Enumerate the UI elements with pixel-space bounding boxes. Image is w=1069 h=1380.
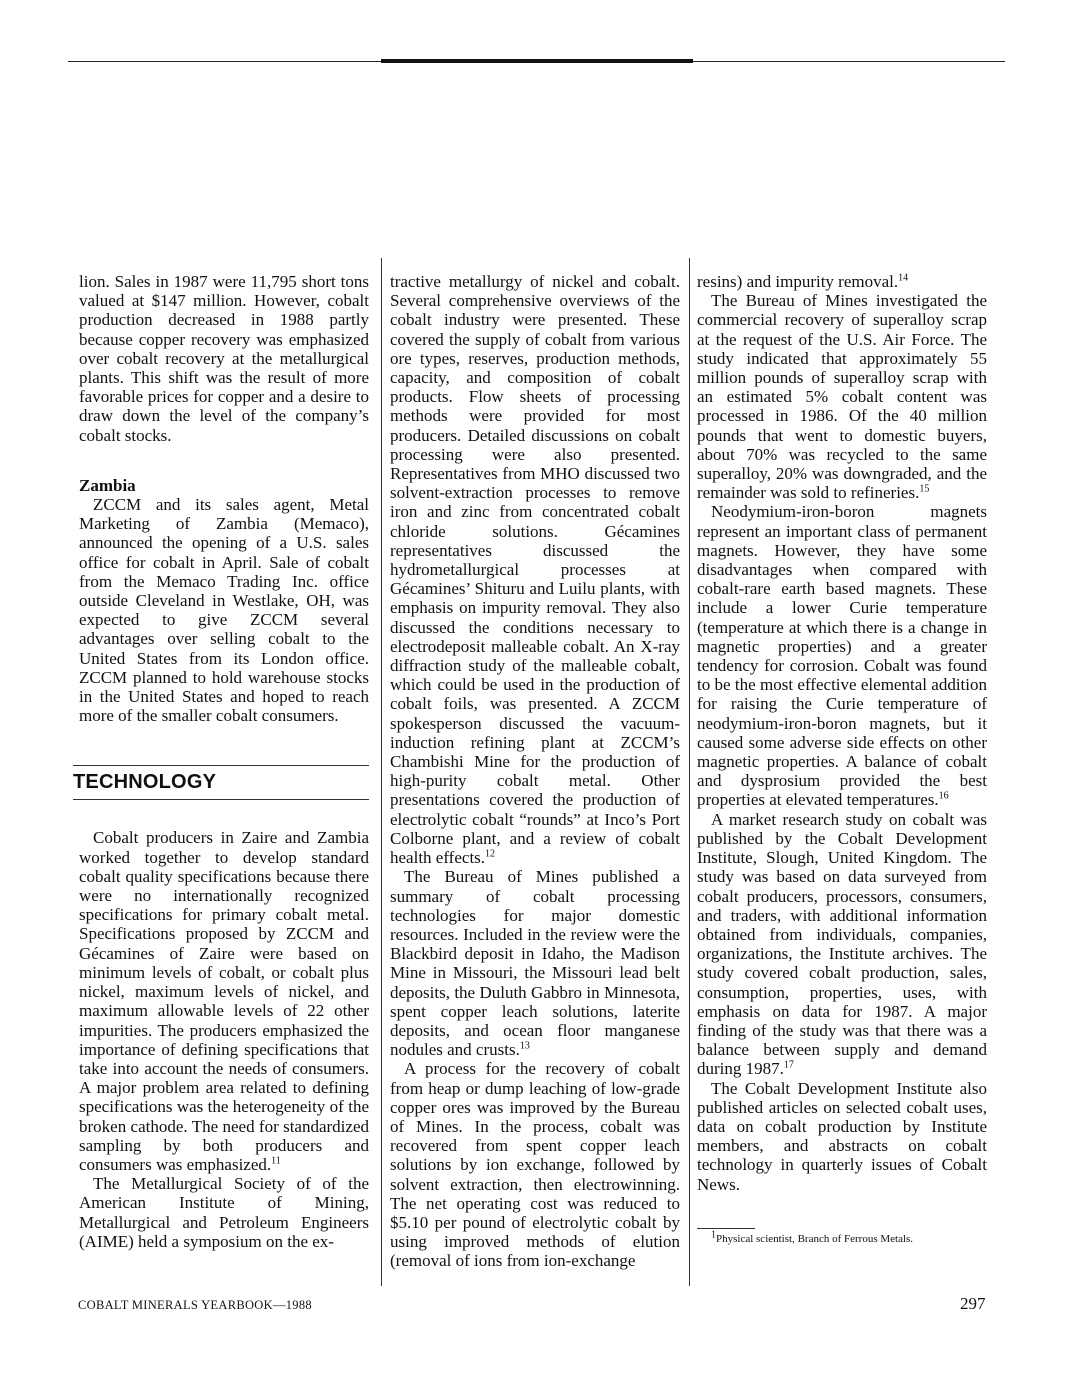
paragraph-text: tractive metallurgy of nickel and cobalt. Several comprehensive overviews of the cobalt industry were presented. These covered the supply of cobalt from various ore types, reserves, production methods, capacity, and composition of cobalt products. Flow sheets of processing methods were provided for most producers. Detailed discussions on cobalt processing were also presented. Representatives from MHO discussed two solvent-extraction processes to remove iron and zinc from concentrated cobalt chloride solutions. Gécamines representatives discussed the hydrometallurgical processes at Gécamines’ Shituru and Luilu plants, with emphasis on impurity removal. They also discussed the conditions necessary to electrodeposit malleable cobalt. An X-ray diffraction study of the malleable cobalt, which could be used in the production of cobalt foils, was presented. A ZCCM spokesperson discussed the vacuum-induction refining plant at ZCCM’s Chambishi Mine for the production of high-purity cobalt metal. Other presentations covered the production of electrolytic cobalt “rounds” at Inco’s Port Colborne plant, and a review of cobalt health effects. — [390, 272, 680, 868]
paragraph-text: The Bureau of Mines published a summary of cobalt processing technologies for major domestic resources. Included in the review were the Blackbird deposit in Idaho, the Madison Mine in Missouri, the Missouri lead belt deposits, the Duluth Gabbro in Minnesota, spent copper leach solutions, laterite deposits, and ocean floor manganese nodules and crusts. — [390, 867, 680, 1060]
paragraph — [79, 828, 369, 1174]
column-divider — [689, 258, 690, 1286]
paragraph-text: A market research study on cobalt was published by the Cobalt Development Institute, Slough, United Kingdom. The study was based on data surveyed from cobalt producers, processors, consumers, and traders, with additional information obtained from individuals, companies, organizations, the Institute archives. The study covered cobalt production, sales, consumption, properties, uses, with emphasis on data for 1987. A major finding of the study was that there was a balance between supply and demand during 1987. — [697, 809, 987, 1079]
footnote-rule — [697, 1228, 755, 1229]
running-footer-title: COBALT MINERALS YEARBOOK—1988 — [78, 1298, 312, 1312]
column-3 — [697, 272, 987, 1246]
footnote-ref: 12 — [485, 848, 496, 860]
footnote-ref: 16 — [938, 790, 949, 802]
column-2 — [390, 272, 680, 1271]
subheading-zambia: Zambia — [79, 475, 136, 495]
paragraph — [390, 272, 680, 867]
paragraph-text: A process for the recovery of cobalt from heap or dump leaching of low-grade copper ores was improved by the Bureau of Mines. In the process, cobalt was recovered from spent copper leach solutions by ion exchange, followed by solvent extraction, then electrowinning. The net operating cost was reduced to $5.10 per pound of electrolytic cobalt by using improved methods of elution (removal of ions from ion-exchange — [390, 1059, 680, 1271]
footnote-ref: 11 — [271, 1155, 281, 1167]
footnote-ref: 13 — [519, 1040, 530, 1052]
paragraph-text: lion. Sales in 1987 were 11,795 short tons valued at $147 million. However, cobalt production decreased in 1988 partly because copper recovery was emphasized over cobalt recovery at the metallurgical plants. This shift was the result of more favorable prices for copper and a desire to draw down the level of the company’s cobalt stocks. — [79, 272, 369, 445]
header-rule-accent — [381, 59, 693, 63]
paragraph — [697, 272, 987, 291]
column-divider — [381, 258, 382, 1286]
paragraph-text: ZCCM and its sales agent, Metal Marketing of Zambia (Memaco), announced the opening of a U.S. sales office for cobalt in April. Sale of cobalt from the Memaco Trading Inc. office outside Cleveland in Westlake, OH, was expected to give ZCCM several advantages over selling cobalt to the United States from its London office. ZCCM planned to hold warehouse stocks in the United States and hoped to reach more of the smaller cobalt consumers. — [79, 495, 369, 726]
column-1 — [73, 272, 369, 1251]
section-title-technology: TECHNOLOGY — [73, 771, 217, 794]
section-heading — [73, 765, 369, 800]
paragraph — [79, 272, 369, 445]
paragraph — [390, 1059, 680, 1270]
paragraph — [697, 502, 987, 809]
paragraph — [697, 291, 987, 502]
footnote-ref: 15 — [919, 483, 930, 495]
paragraph — [79, 1174, 369, 1251]
paragraph-text: The Cobalt Development Institute also published articles on selected cobalt uses, data on cobalt production by Institute members, and abstracts on cobalt technology in quarterly issues of Cobalt News. — [697, 1078, 987, 1194]
paragraph-text: The Metallurgical Society of of the American Institute of Mining, Metallurgical and Petroleum Engineers (AIME) held a symposium on the ex- — [79, 1174, 369, 1251]
paragraph-text: resins) and impurity removal. — [697, 272, 899, 291]
paragraph — [697, 1079, 987, 1194]
footnote — [697, 1229, 987, 1246]
paragraph — [697, 810, 987, 1079]
paragraph-text: Cobalt producers in Zaire and Zambia worked together to develop standard cobalt quality specifications because there were no internationally recognized specifications for primary cobalt metal. Specifications proposed by ZCCM and Gécamines of Zaire were based on minimum levels of cobalt, or cobalt plus nickel, maximum levels of nickel, and maximum allowable levels of 22 other impurities. The producers emphasized the importance of defining specifications that take into account the needs of consumers. A major problem area related to defining specifications was the heterogeneity of the broken cathode. The need for standardized sampling by both producers and consumers was emphasized. — [79, 828, 369, 1174]
footnote-ref: 17 — [783, 1059, 794, 1071]
footnote-ref: 14 — [898, 272, 909, 284]
footnote-mark: 1 — [711, 1229, 716, 1241]
page-number: 297 — [960, 1294, 986, 1313]
paragraph — [390, 867, 680, 1059]
paragraph-text: The Bureau of Mines investigated the commercial recovery of superalloy scrap at the request of the U.S. Air Force. The study indicated that approximately 55 million pounds of superalloy scrap with an estimated 5% cobalt content was processed in 1986. Of the 40 million pounds that went to domestic buyers, about 70% was recycled to the same superalloy, 20% was downgraded, and the remainder was sold to refineries. — [697, 291, 987, 503]
paragraph-text: Neodymium-iron-boron magnets represent an important class of permanent magnets. However, they have some disadvantages when compared with cobalt-rare earth based magnets. These include a lower Curie temperature (temperature at which there is a change in magnetic properties) and a greater tendency for corrosion. Cobalt was found to be the most effective elemental addition for raising the Curie temperature of neodymium-iron-boron magnets, but it caused some adverse side effects on other magnetic properties. A balance of cobalt and dysprosium provided the best properties at elevated temperatures. — [697, 502, 987, 810]
paragraph — [79, 495, 369, 725]
footnote-text: Physical scientist, Branch of Ferrous Metals. — [716, 1232, 914, 1245]
